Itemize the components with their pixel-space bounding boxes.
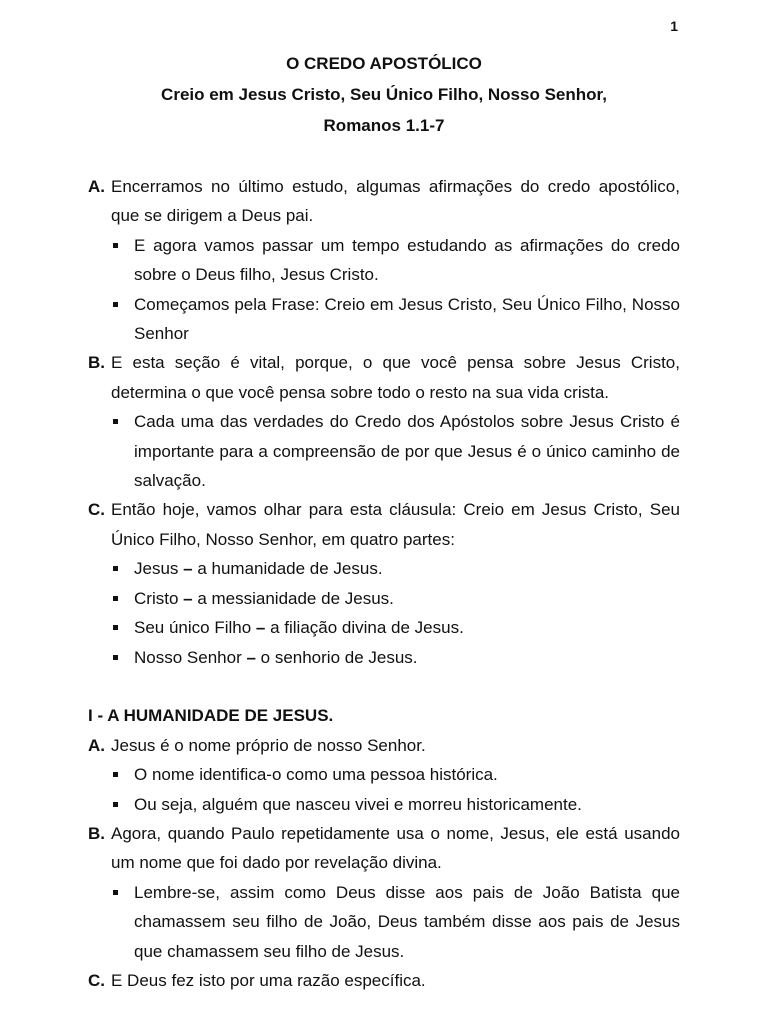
- point-marker: B.: [88, 823, 105, 843]
- intro-point-c: [88, 495, 680, 554]
- part-item-senhor: [111, 643, 680, 672]
- point-marker: A.: [88, 735, 105, 755]
- point-marker: C.: [88, 500, 105, 520]
- bullet-item: [111, 407, 680, 495]
- point-text: Encerramos no último estudo, algumas afirmações do credo apostólico, que se dirigem a Deus pai.: [111, 177, 680, 226]
- page-number: 1: [670, 18, 678, 34]
- part-item-jesus: [111, 554, 680, 583]
- section1-point-a: [88, 731, 680, 760]
- section1-point-b: [88, 819, 680, 878]
- intro-point-b: [88, 348, 680, 407]
- bullet-item: [111, 231, 680, 290]
- part-desc: a humanidade de Jesus.: [197, 559, 383, 579]
- part-desc: a messianidade de Jesus.: [197, 588, 394, 608]
- point-text: E esta seção é vital, porque, o que você pensa sobre Jesus Cristo, determina o que você pensa sobre todo o resto na sua vida crista.: [111, 353, 680, 402]
- part-term: Cristo: [134, 588, 179, 608]
- part-desc: a filiação divina de Jesus.: [270, 618, 464, 638]
- part-text: [134, 643, 680, 672]
- part-text: [134, 584, 680, 613]
- part-item-cristo: [111, 584, 680, 613]
- point-text: Então hoje, vamos olhar para esta cláusula: Creio em Jesus Cristo, Seu Único Filho, Nosso Senhor, em quatro partes:: [111, 500, 680, 549]
- title-block: [88, 0, 680, 141]
- part-desc: o senhorio de Jesus.: [260, 647, 418, 667]
- point-marker: C.: [88, 970, 105, 990]
- bullet-text: E agora vamos passar um tempo estudando as afirmações do credo sobre o Deus filho, Jesus Cristo.: [134, 235, 680, 285]
- document-subtitle: Creio em Jesus Cristo, Seu Único Filho, Nosso Senhor,: [161, 85, 607, 104]
- bullet-text: O nome identifica-o como uma pessoa histórica.: [134, 765, 498, 785]
- part-term: Jesus: [134, 559, 179, 579]
- bullet-item: [111, 878, 680, 966]
- intro-point-a: [88, 172, 680, 231]
- part-term: Nosso Senhor: [134, 647, 242, 667]
- section-heading: I - A HUMANIDADE DE JESUS.: [88, 706, 334, 726]
- document-body: [88, 172, 680, 995]
- point-text: Agora, quando Paulo repetidamente usa o nome, Jesus, ele está usando um nome que foi dado por revelação divina.: [111, 823, 680, 873]
- part-text: [134, 613, 680, 642]
- bullet-item: [111, 290, 680, 349]
- document-title: O CREDO APOSTÓLICO: [286, 54, 482, 73]
- bullet-text: Começamos pela Frase: Creio em Jesus Cristo, Seu Único Filho, Nosso Senhor: [134, 294, 680, 344]
- bullet-item: [111, 760, 680, 789]
- part-dash: –: [241, 647, 261, 667]
- scripture-reference: Romanos 1.1-7: [323, 116, 445, 135]
- point-text: E Deus fez isto por uma razão específica.: [111, 970, 426, 990]
- bullet-text: Lembre-se, assim como Deus disse aos pais de João Batista que chamassem seu filho de João, Deus também disse aos pais de Jesus que chamassem seu filho de Jesus.: [134, 882, 680, 961]
- point-marker: B.: [88, 353, 105, 373]
- section1-point-c: [88, 966, 680, 995]
- part-dash: –: [251, 618, 271, 638]
- bullet-text: Cada uma das verdades do Credo dos Apóstolos sobre Jesus Cristo é importante para a compreensão de por que Jesus é o único caminho de salvação.: [134, 412, 680, 491]
- part-text: [134, 554, 680, 583]
- point-text: Jesus é o nome próprio de nosso Senhor.: [111, 735, 426, 755]
- part-term: Seu único Filho: [134, 618, 252, 638]
- point-marker: A.: [88, 177, 105, 196]
- bullet-item: [111, 790, 680, 819]
- part-dash: –: [178, 559, 198, 579]
- part-dash: –: [178, 588, 198, 608]
- part-item-filho: [111, 613, 680, 642]
- bullet-text: Ou seja, alguém que nasceu vivei e morreu historicamente.: [134, 794, 582, 814]
